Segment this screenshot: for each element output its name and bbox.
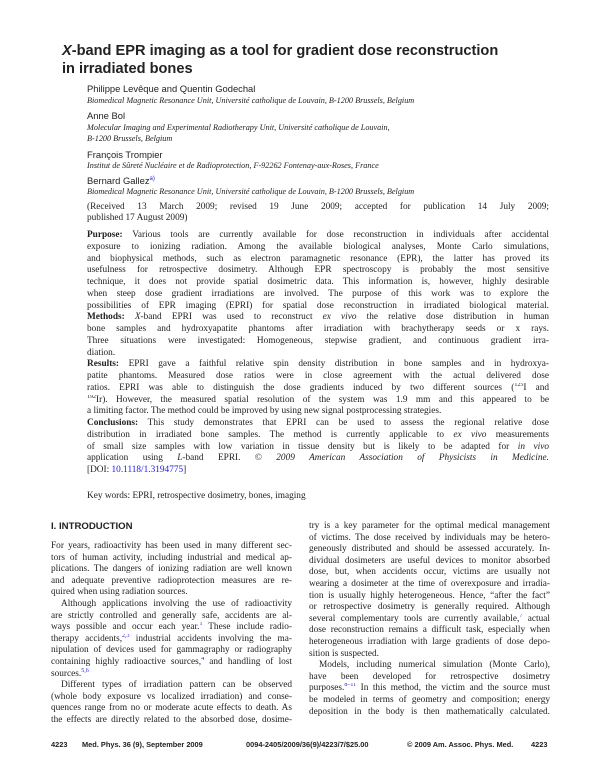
affiliation-1: Biomedical Magnetic Resonance Unit, Université catholique de Louvain, B-1200 Brussels, Belgium xyxy=(87,96,415,105)
footer-journal: Med. Phys. 36 (9), September 2009 xyxy=(82,740,203,749)
text-span: This study demonstrates that EPRI can be used to assess the regional relative dose xyxy=(138,418,549,428)
left-column-line: For years, radioactivity has been used in many different sec- xyxy=(51,541,292,551)
text-span: industrial accidents involving the ma- xyxy=(129,633,292,644)
abstract-line: when steep dose gradient irradiations are involved. The purpose of this work was to explore the xyxy=(87,288,549,299)
text-span: actual xyxy=(522,613,550,624)
text-span: EPRI gave a faithful relative spin density distribution in bone samples and in hydroxya- xyxy=(119,359,549,370)
text-span: -band EPRI. © xyxy=(182,453,277,464)
text-span: L xyxy=(177,453,183,464)
left-column-line: nipulation of devices used for gammagraphy or radiography xyxy=(51,645,292,656)
author-4 xyxy=(87,175,155,186)
title-text: -band EPR imaging as a tool for gradient dose reconstruction xyxy=(71,43,499,59)
affiliation-3: Institut de Sûreté Nucléaire et de Radioprotection, F-92262 Fontenay-aux-Roses, France xyxy=(87,161,379,170)
text-span: the relative dose distribution in human xyxy=(356,312,549,323)
right-column-line: wearing a dosimeter at the time of overexposure and irradia- xyxy=(309,579,550,589)
article-title-line-2: in irradiated bones xyxy=(62,61,193,77)
received-dates: (Received 13 March 2009; revised 19 June 2009; accepted for publication 14 July 2009; xyxy=(87,202,549,212)
citation-link[interactable]: 1 xyxy=(199,622,203,628)
left-column-line xyxy=(51,669,89,680)
right-column-line: try is a key parameter for the optimal medical management xyxy=(309,521,550,531)
right-column-line: dose reconstruction remains a difficult task, especially when xyxy=(309,625,550,636)
left-column-line: Although applications involving the use of radioactivity xyxy=(61,599,292,609)
left-column-line: quences range from no or moderate acute effects to death. As xyxy=(51,703,292,714)
abstract-label: Methods: xyxy=(87,312,125,323)
abstract-line: diation. xyxy=(87,347,116,358)
citation-link[interactable]: 8–11 xyxy=(344,683,357,689)
abstract-line xyxy=(87,453,549,464)
abstract-label: Conclusions: xyxy=(87,418,139,428)
abstract-line xyxy=(87,383,549,394)
text-span: 2009 American Association of Physicists in Medicine. xyxy=(276,453,549,464)
text-span: Ir). However, the measured spatial resolution of the system was 1.9 mm and this appeared to be xyxy=(96,394,549,405)
abstract-label: Purpose: xyxy=(87,230,123,240)
right-column-line: dose, but, when accidents occur, victims are usually not xyxy=(309,567,550,578)
keywords: Key words: EPRI, retrospective dosimetry, bones, imaging xyxy=(87,491,306,501)
text-span: ex vivo xyxy=(322,312,357,323)
citation-link[interactable]: 5,6 xyxy=(81,667,89,674)
affiliation-4: Biomedical Magnetic Resonance Unit, Université catholique de Louvain, B-1200 Brussels, Belgium xyxy=(87,187,415,196)
abstract-line: possibilities of EPR imaging (EPRI) for spatial dose reconstruction in irradiated biological material. xyxy=(87,300,549,311)
title-italic-x: X xyxy=(62,43,72,59)
text-span: [DOI: xyxy=(87,465,112,475)
left-column-line xyxy=(51,622,292,633)
abstract-line xyxy=(87,418,549,429)
text-span: 192 xyxy=(87,394,96,400)
section-heading: I. INTRODUCTION xyxy=(51,521,133,532)
footer-page-right: 4223 xyxy=(531,740,548,749)
abstract-line: Three situations were investigated: Homogeneous, stepwise gradient, and continuous gradient irra- xyxy=(87,335,549,346)
text-span: I and xyxy=(523,382,549,393)
text-span: -band EPRI was used to reconstruct xyxy=(140,312,323,323)
left-column-line: tors of human activity, including industrial and medical ap- xyxy=(51,552,292,563)
citation-link[interactable]: 4 xyxy=(201,657,205,662)
footer-page-left: 4223 xyxy=(51,740,68,749)
left-column-line: Different types of irradiation pattern can be observed xyxy=(61,680,292,691)
abstract-line xyxy=(87,430,549,441)
right-column-line: be modeled in terms of geometry and composition; energy xyxy=(309,695,550,705)
abstract-line: usefulness for retrospective dosimetry. Although EPR spectroscopy is probably the most sensitive xyxy=(87,265,549,276)
right-column-line xyxy=(309,614,550,625)
right-column-line: have been developed for retrospective dosimetry xyxy=(309,671,550,682)
text-span: measurements xyxy=(486,429,549,440)
text-span: ways possible and occur each year. xyxy=(51,622,200,633)
author-1: Philippe Levêque and Quentin Godechal xyxy=(87,83,256,94)
text-span: several complementary tools are currently available, xyxy=(309,613,520,624)
doi-link[interactable]: 10.1118/1.3194775 xyxy=(111,465,184,475)
published-date: published 17 August 2009) xyxy=(87,213,188,223)
right-column-line: or retrospective dosimetry is generally required. Although xyxy=(309,602,550,613)
text-span: distribution in irradiated bone samples. The method is currently applicable to xyxy=(87,429,454,440)
text-span: X xyxy=(134,312,141,323)
abstract-line xyxy=(87,442,549,453)
text-span: and handling of lost xyxy=(204,657,292,667)
left-column-line: (whole body exposure vs localized irradiation) and conse- xyxy=(51,691,292,702)
left-column-line xyxy=(51,634,292,645)
left-column-line: are strictly controlled and generally safe, accidents are al- xyxy=(51,610,292,621)
left-column-line: the effects are directly related to the absorbed dose, dosime- xyxy=(51,715,292,725)
left-column-line xyxy=(51,657,292,668)
author-2: Anne Bol xyxy=(87,110,126,121)
left-column-line: and adequate preventive radioprotection measures are re- xyxy=(51,575,292,586)
author-note-link[interactable]: a) xyxy=(149,176,155,182)
text-span xyxy=(125,312,135,322)
text-span: ] xyxy=(183,465,187,475)
right-column-line: tion is usually highly heterogeneous. Hence, “after the fact” xyxy=(309,590,550,601)
text-span: containing highly radioactive sources, xyxy=(51,657,202,667)
text-span: of small size samples with low variation in tissue density but is likely to be adapted for xyxy=(87,441,518,452)
right-column-line: sition is suspected. xyxy=(309,648,379,659)
abstract-line: and biophysical methods, such as electron paramagnetic resonance (EPR), the latter has proved its xyxy=(87,253,549,264)
left-column-line: quired when using radiation sources. xyxy=(51,587,188,598)
right-column-line: Models, including numerical simulation (Monte Carlo), xyxy=(319,660,550,671)
article-title-line-1 xyxy=(62,43,498,59)
abstract-line xyxy=(87,230,549,241)
footer-copyright: © 2009 Am. Assoc. Phys. Med. xyxy=(407,740,514,749)
author-4-name: Bernard Gallez xyxy=(87,175,150,186)
text-span: ex vivo xyxy=(453,429,487,440)
abstract-line: technique, it does not provide spatial dosimetric data. This information is, however, highly desirable xyxy=(87,277,549,287)
abstract-line: patite phantoms. Measured dose ratios were in close agreement with the actual delivered dose xyxy=(87,371,549,381)
abstract-line: a limiting factor. The method could be improved by using new signal postprocessing strategies. xyxy=(87,406,442,417)
abstract-line xyxy=(87,312,549,323)
right-column-line: deposition in the body is then mathematically calculated. xyxy=(309,706,550,717)
abstract-label: Results: xyxy=(87,359,120,370)
text-span: sources. xyxy=(51,668,82,679)
abstract-line: bone samples and hydroxyapatite phantoms after irradiation with brachytherapy seeds or x rays. xyxy=(87,324,549,334)
abstract-line xyxy=(87,465,186,476)
affiliation-2b: B-1200 Brussels, Belgium xyxy=(87,134,173,143)
right-column-line xyxy=(309,683,550,694)
text-span: 125 xyxy=(514,382,524,388)
affiliation-2a: Molecular Imaging and Experimental Radiotherapy Unit, Université catholique de Louvain, xyxy=(87,123,390,132)
text-span: therapy accidents, xyxy=(51,633,123,644)
text-span: purposes. xyxy=(309,683,345,694)
right-column-line: heterogeneous irradiation with large gradients of dose depo- xyxy=(309,637,550,647)
author-3: François Trompier xyxy=(87,149,163,160)
footer-code: 0094-2405/2009/36(9)/4223/7/$25.00 xyxy=(246,740,369,749)
citation-link[interactable]: 7 xyxy=(519,613,523,619)
text-span: ratios. EPRI was able to distinguish the dose gradients induced by two different sources ( xyxy=(87,382,515,393)
left-column-line: plications. The dangers of ionizing radiation are well known xyxy=(51,564,292,575)
abstract-line xyxy=(87,359,549,370)
text-span: These include radio- xyxy=(202,622,292,633)
text-span: in vivo xyxy=(517,441,549,452)
text-span: Various tools are currently available for dose reconstruction in individuals after accidental xyxy=(122,230,549,240)
citation-link[interactable]: 2,3 xyxy=(122,633,130,639)
abstract-line: exposure to ionizing radiation. Among the available biological analyses, Monte Carlo simulations, xyxy=(87,241,549,252)
right-column-line: dividual dosimeters are useful devices to monitor absorbed xyxy=(309,555,550,566)
abstract-line xyxy=(87,395,549,406)
text-span: In this method, the victim and the source must xyxy=(356,683,550,694)
text-span: application using xyxy=(87,453,178,464)
right-column-line: geneously distributed and should be assessed accurately. In- xyxy=(309,544,550,555)
right-column-line: of victims. The dose received by individuals may be hetero- xyxy=(309,532,550,543)
